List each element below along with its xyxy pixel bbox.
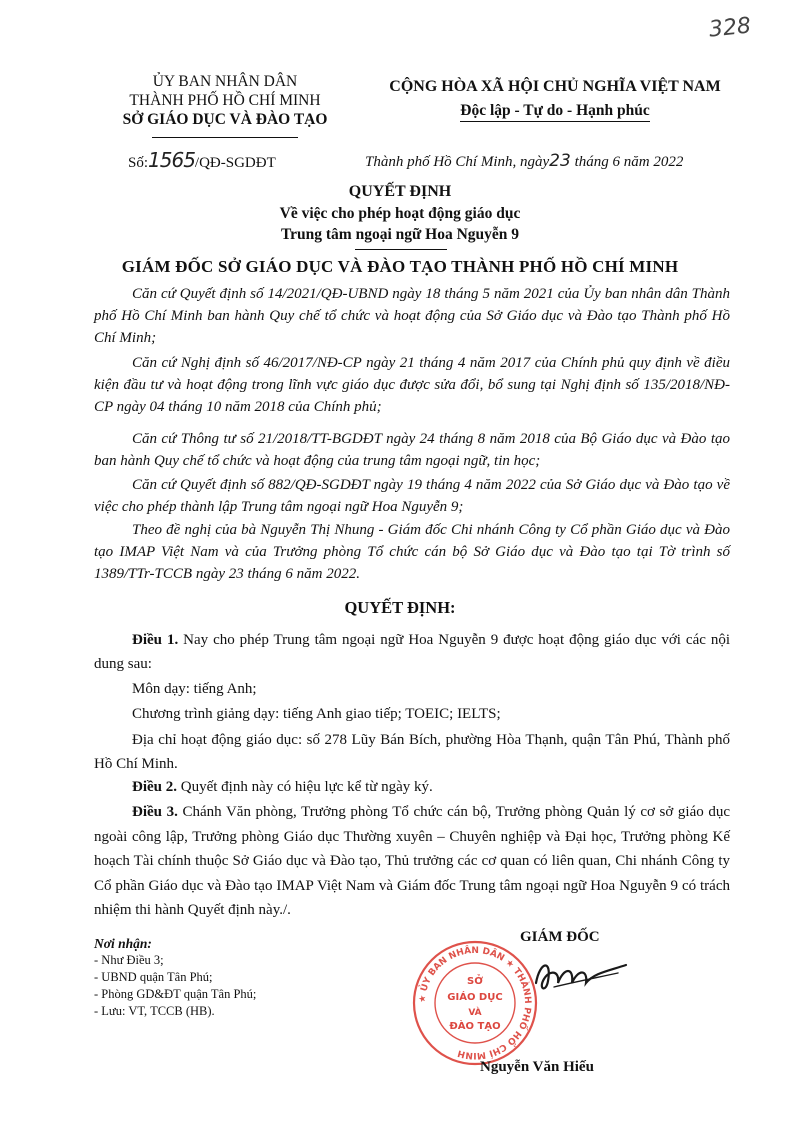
signatory-name: Nguyễn Văn Hiếu <box>480 1059 594 1075</box>
article-1-label: Điều 1. <box>132 632 179 648</box>
article-1-program: Chương trình giảng dạy: tiếng Anh giao tiếp; TOEIC; IELTS; <box>132 706 501 722</box>
legal-basis-5: Theo đề nghị của bà Nguyễn Thị Nhung - Giám đốc Chi nhánh Công ty Cổ phần Giáo dục và Đào tạo IMAP Việt Nam và của Trưởng phòng Tổ chức cán bộ Sở Giáo dục và Đào tạo tại Tờ trình số 1389/TTr-TCCB ngày 23 tháng 6 năm 2022. <box>94 522 730 582</box>
number-prefix: Số: <box>128 155 149 171</box>
signatory-title: GIÁM ĐỐC <box>520 929 600 945</box>
authority-line-1: ỦY BAN NHÂN DÂN <box>152 73 298 90</box>
article-3 <box>94 800 730 923</box>
subject-line-2: Trung tâm ngoại ngữ Hoa Nguyễn 9 <box>280 226 520 243</box>
document-number <box>128 148 276 172</box>
recipient-item: - Như Điều 3; <box>94 953 164 967</box>
article-1-text: Nay cho phép Trung tâm ngoại ngữ Hoa Nguyễn 9 được hoạt động giáo dục với các nội dung sau: <box>94 632 730 672</box>
authority-line-3: SỞ GIÁO DỤC VÀ ĐÀO TẠO <box>122 111 328 128</box>
handwritten-page-number <box>705 8 775 44</box>
subject-line-1: Về việc cho phép hoạt động giáo dục <box>279 205 521 222</box>
recipients-block <box>94 935 256 1020</box>
seal-center-2: GIÁO DỤC <box>447 992 503 1003</box>
document-date <box>365 151 683 171</box>
date-day-handwritten: 23 <box>549 151 571 171</box>
national-header <box>360 78 750 122</box>
national-motto: Độc lập - Tự do - Hạnh phúc <box>460 102 649 122</box>
article-1-subject: Môn dạy: tiếng Anh; <box>132 681 257 697</box>
article-1-address: Địa chỉ hoạt động giáo dục: số 278 Lũy Bán Bích, phường Hòa Thạnh, quận Tân Phú, Thành phố Hồ Chí Minh. <box>94 732 730 772</box>
title-underline <box>355 249 447 250</box>
seal-center-3: VÀ <box>468 1008 482 1018</box>
issuing-director-heading: GIÁM ĐỐC SỞ GIÁO DỤC VÀ ĐÀO TẠO THÀNH PHỐ HỒ CHÍ MINH <box>121 257 679 276</box>
date-prefix: Thành phố Hồ Chí Minh, ngày <box>365 154 550 170</box>
number-handwritten: 1565 <box>148 148 195 172</box>
handwritten-page-number-text: 328 <box>707 13 753 43</box>
article-3-text: Chánh Văn phòng, Trưởng phòng Tổ chức cán bộ, Trưởng phòng Quản lý cơ sở giáo dục ngoài công lập, Trưởng phòng Giáo dục Thường xuyên – Chuyên nghiệp và Đại học, Trưởng phòng Kế hoạch Tài chính thuộc Sở Giáo dục và Đào tạo, Thủ trưởng các cơ quan có liên quan, Chi nhánh Công ty Cổ phần Giáo dục và Đào tạo IMAP Việt Nam và Giám đốc Trung tâm ngoại ngữ Hoa Nguyễn 9 có trách nhiệm thi hành Quyết định này./. <box>94 804 730 918</box>
article-2 <box>94 776 730 798</box>
article-2-text: Quyết định này có hiệu lực kể từ ngày ký. <box>177 779 433 795</box>
date-suffix: tháng 6 năm 2022 <box>570 154 684 170</box>
article-3-label: Điều 3. <box>132 804 178 820</box>
authority-underline <box>152 137 298 138</box>
official-seal <box>410 938 540 1068</box>
handwritten-signature <box>530 953 630 999</box>
issuing-authority <box>95 72 355 129</box>
authority-line-2: THÀNH PHỐ HỒ CHÍ MINH <box>129 92 321 109</box>
recipient-item: - UBND quận Tân Phú; <box>94 970 213 984</box>
legal-basis-1: Căn cứ Quyết định số 14/2021/QĐ-UBND ngày 18 tháng 5 năm 2021 của Ủy ban nhân dân Thành phố Hồ Chí Minh ban hành Quy chế tổ chức và hoạt động của Sở Giáo dục và Đào tạo Thành phố Hồ Chí Minh; <box>94 286 730 346</box>
recipient-item: - Lưu: VT, TCCB (HB). <box>94 1004 215 1018</box>
document-title: QUYẾT ĐỊNH <box>348 183 452 200</box>
recipients-label: Nơi nhận: <box>94 936 152 951</box>
seal-ring-text: ★ ỦY BAN NHÂN DÂN ★ THÀNH PHỐ HỒ CHÍ MINH <box>417 945 533 1061</box>
article-1 <box>94 628 730 676</box>
seal-center-1: SỞ <box>467 976 483 987</box>
legal-basis-3: Căn cứ Thông tư số 21/2018/TT-BGDĐT ngày 24 tháng 8 năm 2018 của Bộ Giáo dục và Đào tạo ban hành Quy chế tổ chức và hoạt động của trung tâm ngoại ngữ, tin học; <box>94 431 730 469</box>
number-suffix: /QĐ-SGDĐT <box>194 155 276 171</box>
seal-center-4: ĐÀO TẠO <box>449 1021 501 1032</box>
decision-heading: QUYẾT ĐỊNH: <box>344 598 456 617</box>
recipient-item: - Phòng GD&ĐT quận Tân Phú; <box>94 987 257 1001</box>
article-2-label: Điều 2. <box>132 779 177 795</box>
nation-name: CỘNG HÒA XÃ HỘI CHỦ NGHĨA VIỆT NAM <box>389 78 721 95</box>
legal-basis-4: Căn cứ Quyết định số 882/QĐ-SGDĐT ngày 19 tháng 4 năm 2022 của Sở Giáo dục và Đào tạo về việc cho phép thành lập Trung tâm ngoại ngữ Hoa Nguyễn 9; <box>94 477 730 515</box>
legal-basis-2: Căn cứ Nghị định số 46/2017/NĐ-CP ngày 21 tháng 4 năm 2017 của Chính phủ quy định về điều kiện đầu tư và hoạt động trong lĩnh vực giáo dục được sửa đổi, bổ sung tại Nghị định số 135/2018/NĐ-CP ngày 04 tháng 10 năm 2018 của Chính phủ; <box>94 355 730 415</box>
